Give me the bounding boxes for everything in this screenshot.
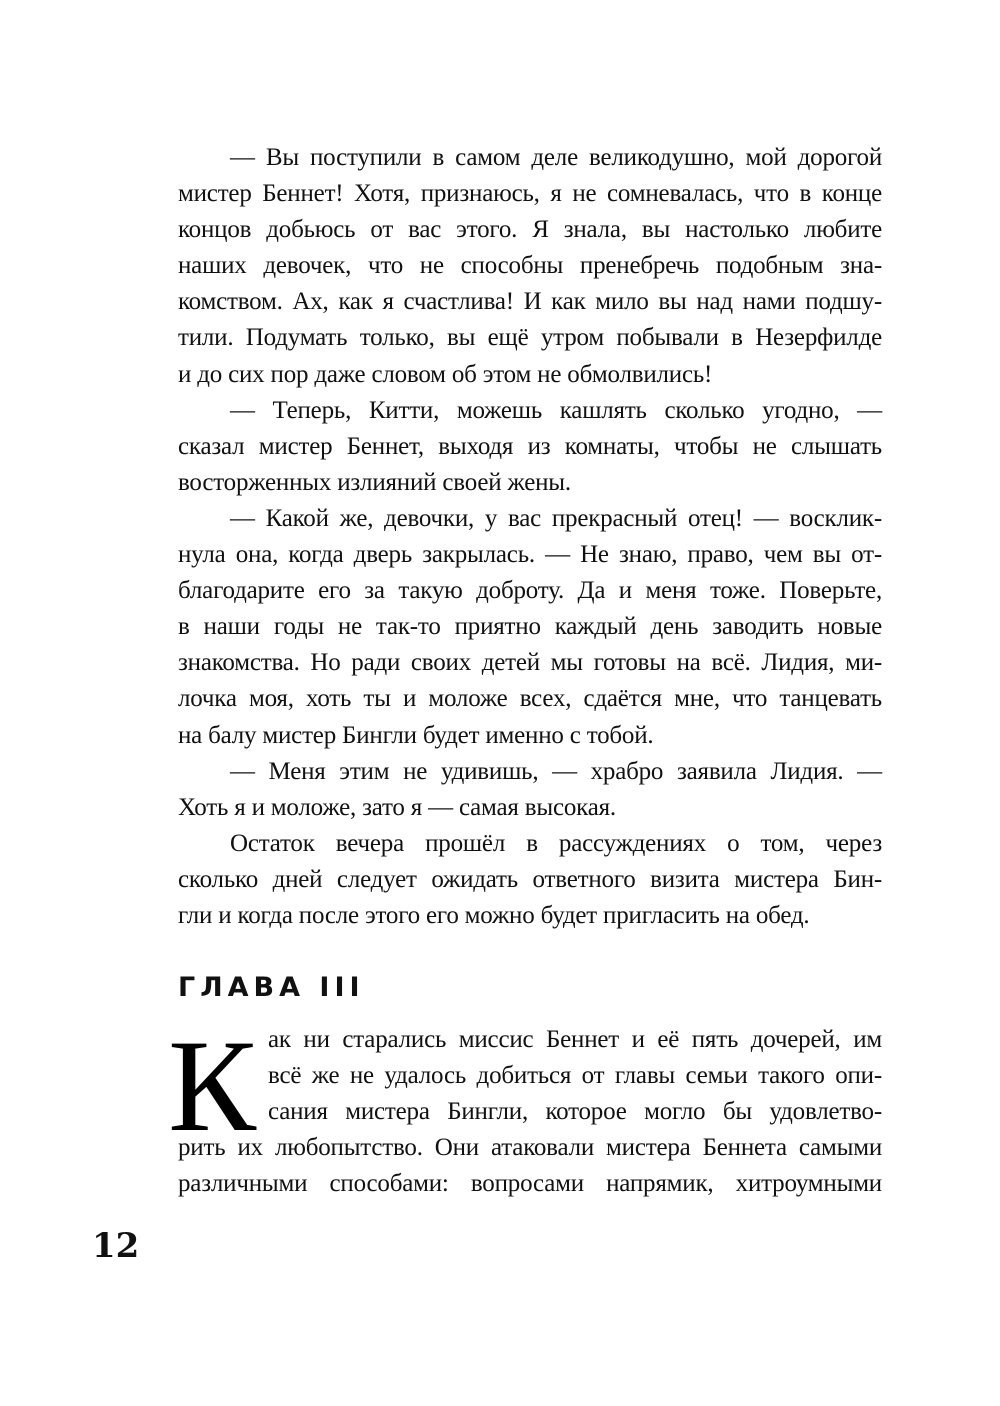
text-line: благодарите его за такую доброту. Да и меня тоже. Поверьте, xyxy=(178,577,882,605)
text-line: восторженных излияний своей жены. xyxy=(178,468,571,496)
text-line: лочка моя, хоть ты и моложе всех, сдаётся мне, что танцевать xyxy=(178,685,882,713)
text-line: наших девочек, что не способны пренебречь подобным зна- xyxy=(178,252,882,280)
drop-cap: К xyxy=(168,1012,257,1159)
text-line: в наши годы не так-то приятно каждый день заводить новые xyxy=(178,613,882,641)
text-line: и до сих пор даже словом об этом не обмолвились! xyxy=(178,360,713,388)
text-line: — Меня этим не удивишь, — храбро заявила Лидия. — xyxy=(230,757,882,785)
text-line: Остаток вечера прошёл в рассуждениях о том, через xyxy=(230,829,882,857)
text-line: мистер Беннет! Хотя, признаюсь, я не сомневалась, что в конце xyxy=(178,180,882,208)
text-line: — Вы поступили в самом деле великодушно, мой дорогой xyxy=(230,144,882,171)
chapter-text xyxy=(178,1022,882,1202)
text-line: различными способами: вопросами напрямик, хитроумными xyxy=(178,1170,882,1198)
body-text xyxy=(178,140,882,934)
text-line: нула она, когда дверь закрылась. — Не знаю, право, чем вы от- xyxy=(178,541,882,569)
chapter-title: ГЛАВА III xyxy=(178,972,365,1003)
text-line: тили. Подумать только, вы ещё утром побывали в Незерфилде xyxy=(178,324,882,352)
text-line: на балу мистер Бингли будет именно с тобой. xyxy=(178,721,654,749)
text-line: всё же не удалось добиться от главы семьи такого опи- xyxy=(268,1062,882,1090)
text-line: — Теперь, Китти, можешь кашлять сколько угодно, — xyxy=(230,396,882,424)
text-line: рить их любопытство. Они атаковали мистера Беннета самыми xyxy=(178,1134,882,1162)
text-line: комством. Ах, как я счастлива! И как мило вы над нами подшу- xyxy=(178,288,882,316)
text-line: сания мистера Бингли, которое могло бы удовлетво- xyxy=(268,1098,882,1126)
text-line: Хоть я и моложе, зато я — самая высокая. xyxy=(178,793,616,821)
text-line: — Какой же, девочки, у вас прекрасный отец! — восклик- xyxy=(230,504,882,532)
text-line: знакомства. Но ради своих детей мы готовы на всё. Лидия, ми- xyxy=(178,649,882,677)
text-line: сколько дней следует ожидать ответного визита мистера Бин- xyxy=(178,865,882,893)
text-line: ак ни старались миссис Беннет и её пять дочерей, им xyxy=(268,1026,882,1053)
text-line: концов добьюсь от вас этого. Я знала, вы настолько любите xyxy=(178,216,882,244)
text-line: сказал мистер Беннет, выходя из комнаты, чтобы не слышать xyxy=(178,432,882,460)
text-line: гли и когда после этого его можно будет пригласить на обед. xyxy=(178,901,810,929)
page-number: 12 xyxy=(92,1226,140,1266)
